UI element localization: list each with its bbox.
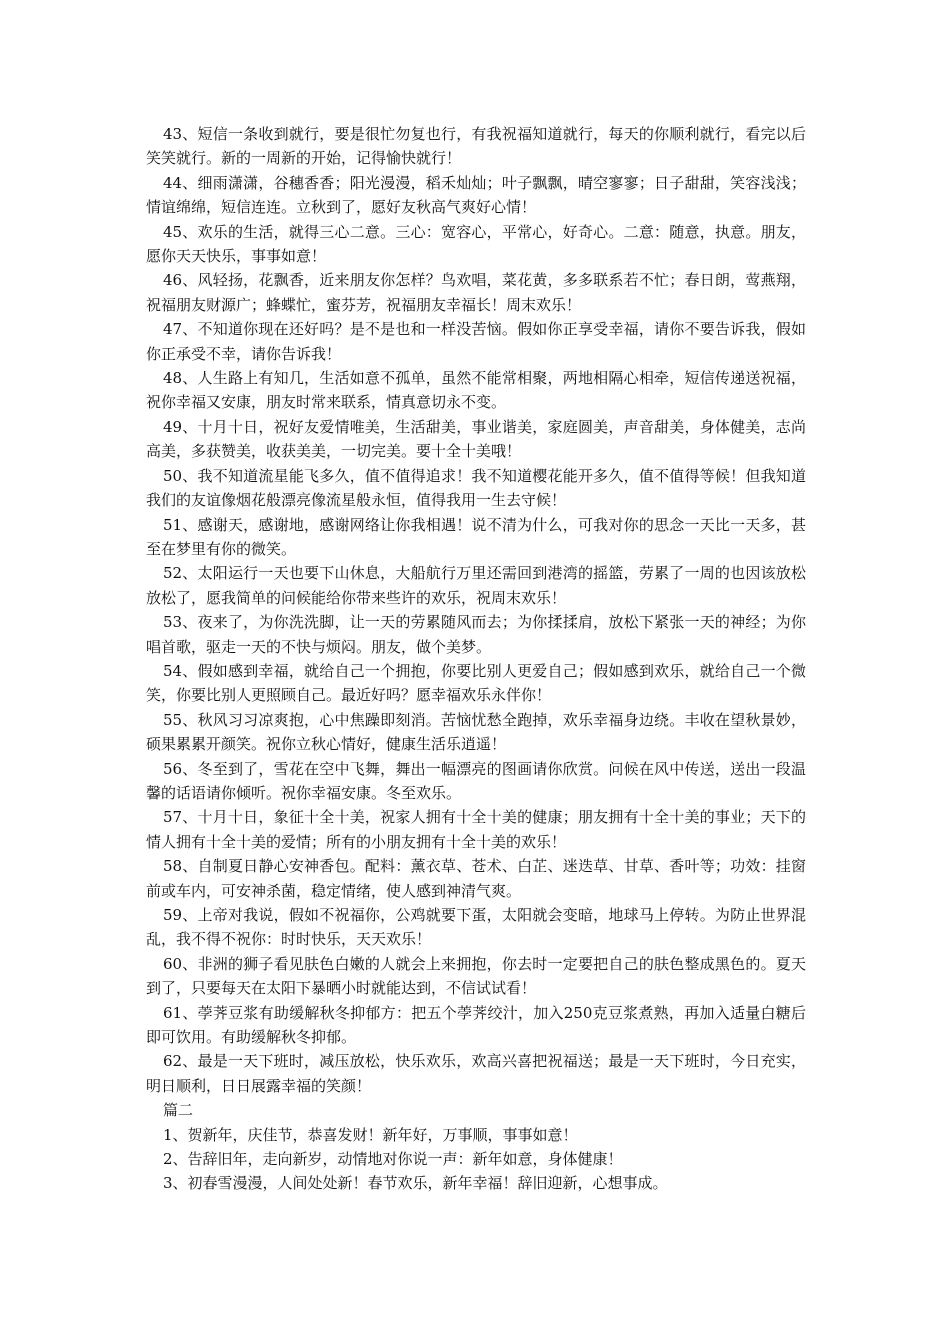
paragraph-59: 59、上帝对我说，假如不祝福你，公鸡就要下蛋，太阳就会变暗，地球马上停转。为防止世界混乱，我不得不祝你：时时快乐，天天欢乐！	[146, 906, 806, 949]
paragraph-52: 52、太阳运行一天也要下山休息，大船航行万里还需回到港湾的摇篮，劳累了一周的也因该放松放松了，愿我简单的问候能给你带来些许的欢乐，祝周末欢乐！	[146, 564, 806, 607]
paragraph-44: 44、细雨潇潇，谷穗香香；阳光漫漫，稻禾灿灿；叶子飘飘，晴空寥寥；日子甜甜，笑容浅浅；情谊绵绵，短信连连。立秋到了，愿好友秋高气爽好心情！	[146, 173, 806, 217]
paragraph-51: 51、感谢天，感谢地，感谢网络让你我相遇！说不清为什么，可我对你的思念一天比一天多，甚至在梦里有你的微笑。	[146, 515, 806, 558]
paragraph-58: 58、自制夏日静心安神香包。配料：薰衣草、苍术、白芷、迷迭草、甘草、香叶等；功效：挂窗前或车内，可安神杀菌，稳定情绪，使人感到神清气爽。	[146, 857, 806, 900]
paragraph-43: 43、短信一条收到就行，要是很忙勿复也行，有我祝福知道就行，每天的你顺利就行，看完以后笑笑就行。新的一周新的开始，记得愉快就行！	[146, 125, 806, 168]
paragraph-50: 50、我不知道流星能飞多久，值不值得追求！我不知道樱花能开多久，值不值得等候！但我知道我们的友谊像烟花般漂亮像流星般永恒，值得我用一生去守候！	[146, 466, 806, 510]
paragraph-62: 62、最是一天下班时，减压放松，快乐欢乐，欢高兴喜把祝福送；最是一天下班时，今日充实，明日顺利，日日展露幸福的笑颜！	[146, 1052, 806, 1095]
paragraph-55: 55、秋风习习凉爽抱，心中焦躁即刻消。苦恼忧愁全跑掉，欢乐幸福身边绕。丰收在望秋景妙，硕果累累开颜笑。祝你立秋心情好，健康生活乐逍遥！	[146, 710, 806, 754]
paragraph-47: 47、不知道你现在还好吗？是不是也和一样没苦恼。假如你正享受幸福，请你不要告诉我，假如你正承受不幸，请你告诉我！	[146, 320, 806, 363]
paragraph-60: 60、非洲的狮子看见肤色白嫩的人就会上来拥抱，你去时一定要把自己的肤色整成黑色的。夏天到了，只要每天在太阳下暴晒小时就能达到，不信试试看！	[146, 954, 806, 998]
paragraph-56: 56、冬至到了，雪花在空中飞舞，舞出一幅漂亮的图画请你欣赏。问候在风中传送，送出一段温馨的话语请你倾听。祝你幸福安康。冬至欢乐。	[146, 759, 806, 802]
document-body	[146, 122, 806, 1196]
section-heading: 篇二	[163, 1101, 194, 1120]
paragraph-54: 54、假如感到幸福，就给自己一个拥抱，你要比别人更爱自己；假如感到欢乐，就给自己一个微笑，你要比别人更照顾自己。最近好吗？愿幸福欢乐永伴你！	[146, 661, 806, 705]
paragraph-49: 49、十月十日，祝好友爱情唯美，生活甜美，事业谐美，家庭圆美，声音甜美，身体健美，志尚高美，多获赞美，收获美美，一切完美。要十全十美哦！	[146, 417, 806, 461]
paragraph-61: 61、荸荠豆浆有助缓解秋冬抑郁方：把五个荸荠绞汁，加入250克豆浆煮熟，再加入适量白糖后即可饮用。有助缓解秋冬抑郁。	[146, 1003, 806, 1047]
paragraph-53: 53、夜来了，为你洗洗脚，让一天的劳累随风而去；为你揉揉肩，放松下紧张一天的神经；为你唱首歌，驱走一天的不快与烦闷。朋友，做个美梦。	[146, 613, 806, 656]
paragraph-45: 45、欢乐的生活，就得三心二意。三心：宽容心，平常心，好奇心。二意：随意，执意。朋友，愿你天天快乐，事事如意！	[146, 222, 806, 266]
paragraph-46: 46、风轻扬，花飘香，近来朋友你怎样？鸟欢唱，菜花黄，多多联系若不忙；春日朗，莺燕翔，祝福朋友财源广；蜂蝶忙，蜜芬芳，祝福朋友幸福长！周末欢乐！	[146, 271, 806, 314]
section-item-2: 2、告辞旧年，走向新岁，动情地对你说一声：新年如意，身体健康！	[163, 1150, 623, 1169]
section-item-1: 1、贺新年，庆佳节，恭喜发财！新年好，万事顺，事事如意！	[163, 1125, 578, 1144]
paragraph-48: 48、人生路上有知几，生活如意不孤单，虽然不能常相聚，两地相隔心相牵，短信传递送祝福，祝你幸福又安康，朋友时常来联系，情真意切永不变。	[146, 369, 806, 412]
section-item-3: 3、初春雪漫漫，人间处处新！春节欢乐，新年幸福！辞旧迎新，心想事成。	[163, 1174, 668, 1193]
paragraph-57: 57、十月十日，象征十全十美，祝家人拥有十全十美的健康；朋友拥有十全十美的事业；天下的情人拥有十全十美的爱情；所有的小朋友拥有十全十美的欢乐！	[146, 808, 806, 851]
